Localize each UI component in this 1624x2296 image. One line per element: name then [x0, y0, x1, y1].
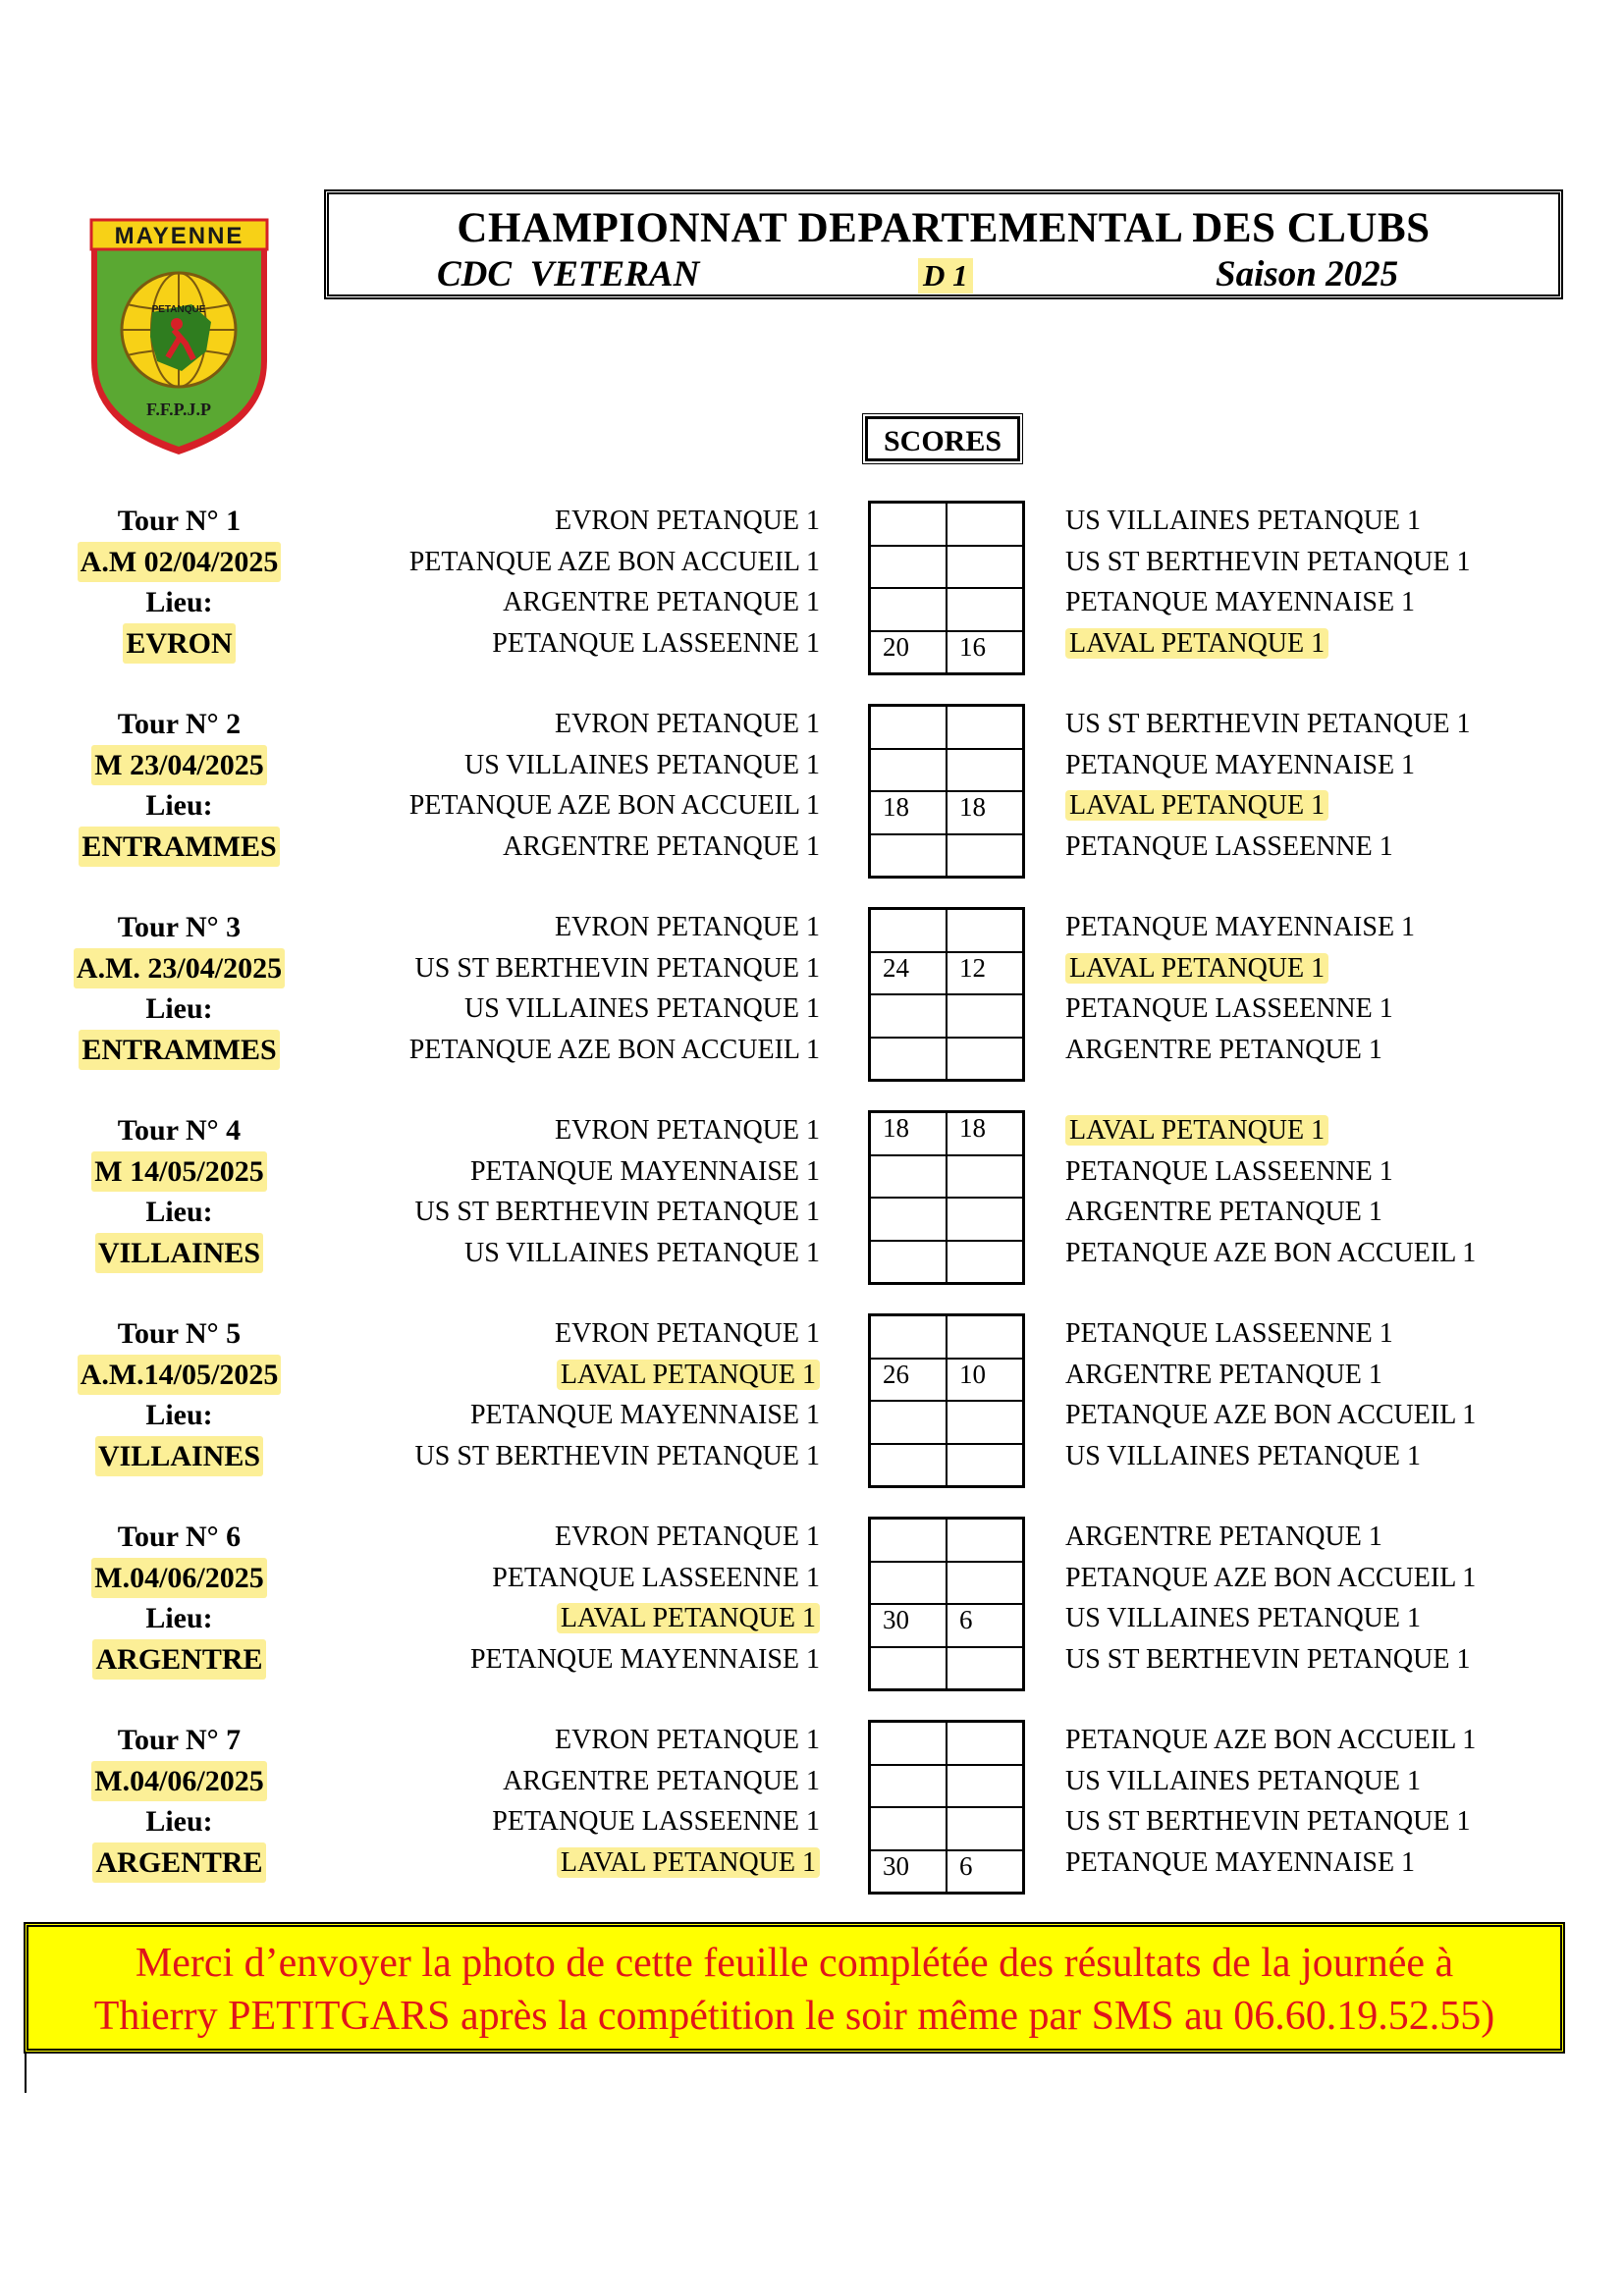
venue-name: ENTRAMMES: [79, 1030, 279, 1071]
away-score-cell[interactable]: [946, 1605, 1022, 1646]
venue-name: VILLAINES: [95, 1436, 263, 1477]
home-team-name: ARGENTRE PETANQUE 1: [503, 830, 820, 862]
score-row: [871, 1520, 1022, 1561]
away-team-name: PETANQUE MAYENNAISE 1: [1065, 912, 1416, 942]
away-score-cell[interactable]: [946, 1360, 1022, 1401]
round-date: M.04/06/2025: [91, 1558, 267, 1599]
score-row: [871, 790, 1022, 833]
away-teams: [1065, 907, 1615, 1070]
score-row: [871, 1806, 1022, 1849]
home-score-cell[interactable]: [871, 1605, 946, 1646]
score-value: 30: [883, 1605, 909, 1634]
score-row: [871, 1113, 1022, 1154]
home-team-name: US VILLAINES PETANQUE 1: [463, 993, 820, 1024]
score-value: 6: [959, 1605, 973, 1634]
away-team-name: PETANQUE LASSEENNE 1: [1065, 1155, 1393, 1187]
score-row: [871, 1849, 1022, 1893]
home-team-name: LAVAL PETANQUE 1: [557, 1603, 820, 1633]
home-teams: [324, 1313, 820, 1476]
score-row: [871, 1154, 1022, 1198]
score-row: [871, 833, 1022, 877]
score-grid: [868, 1313, 1025, 1488]
away-team-name: PETANQUE LASSEENNE 1: [1065, 830, 1393, 862]
away-team-name: US ST BERTHEVIN PETANQUE 1: [1065, 1806, 1471, 1837]
round-date: M 23/04/2025: [91, 745, 267, 786]
away-score-cell[interactable]: [946, 1445, 1022, 1486]
away-team-name: ARGENTRE PETANQUE 1: [1065, 1034, 1382, 1065]
score-grid: [868, 907, 1025, 1082]
logo-top-text: MAYENNE: [114, 223, 244, 249]
away-team-name: US VILLAINES PETANQUE 1: [1065, 506, 1422, 536]
away-score-cell[interactable]: [946, 504, 1022, 545]
home-team-name: PETANQUE AZE BON ACCUEIL 1: [408, 1034, 820, 1065]
home-score-cell[interactable]: [871, 792, 946, 833]
away-teams: [1065, 501, 1615, 664]
home-score-cell[interactable]: [871, 1648, 946, 1689]
score-row: [871, 1197, 1022, 1240]
page-title: CHAMPIONNAT DEPARTEMENTAL DES CLUBS: [457, 205, 1431, 251]
mayenne-ffpjp-logo: [83, 214, 275, 459]
round-date: M.04/06/2025: [91, 1761, 267, 1802]
home-team-name: ARGENTRE PETANQUE 1: [503, 587, 820, 617]
away-team-name: PETANQUE LASSEENNE 1: [1065, 993, 1393, 1024]
division-label: D 1: [918, 258, 973, 294]
away-score-cell[interactable]: [946, 1242, 1022, 1283]
away-team-name: US ST BERTHEVIN PETANQUE 1: [1065, 709, 1471, 739]
away-score-cell[interactable]: [946, 632, 1022, 673]
logo-bottom-text: F.F.P.J.P: [145, 400, 212, 419]
round-number: Tour N° 5: [117, 1317, 242, 1350]
score-row: [871, 545, 1022, 588]
score-row: [871, 910, 1022, 951]
score-value: 12: [959, 952, 986, 983]
away-score-cell[interactable]: [946, 1648, 1022, 1689]
away-teams: [1065, 1720, 1615, 1883]
home-teams: [324, 907, 820, 1070]
away-score-cell[interactable]: [946, 707, 1022, 748]
home-score-cell[interactable]: [871, 1199, 946, 1240]
notice-line-2: Thierry PETITGARS après la compétition le soir même par SMS au 06.60.19.52.55): [93, 1994, 1495, 2039]
score-grid: [868, 1517, 1025, 1691]
home-score-cell[interactable]: [871, 547, 946, 588]
home-team-name: PETANQUE AZE BON ACCUEIL 1: [408, 546, 820, 577]
round-2: [0, 704, 1624, 871]
home-score-cell[interactable]: [871, 835, 946, 877]
home-team-name: EVRON PETANQUE 1: [555, 709, 820, 739]
home-teams: [324, 501, 820, 664]
score-row: [871, 707, 1022, 748]
away-team-name: US ST BERTHEVIN PETANQUE 1: [1065, 1643, 1471, 1675]
home-score-cell[interactable]: [871, 1402, 946, 1443]
home-score-cell[interactable]: [871, 1723, 946, 1764]
home-score-cell[interactable]: [871, 589, 946, 630]
away-teams: [1065, 1110, 1615, 1273]
home-team-name: US VILLAINES PETANQUE 1: [463, 1237, 820, 1268]
away-score-cell[interactable]: [946, 750, 1022, 791]
score-row: [871, 1603, 1022, 1646]
score-row: [871, 1400, 1022, 1443]
venue-label: Lieu:: [145, 586, 213, 618]
round-date: A.M. 23/04/2025: [74, 948, 285, 989]
round-info: [59, 704, 299, 867]
away-score-cell[interactable]: [946, 1199, 1022, 1240]
venue-label: Lieu:: [145, 1602, 213, 1634]
away-score-cell[interactable]: [946, 1723, 1022, 1764]
score-row: [871, 1723, 1022, 1764]
away-score-cell[interactable]: [946, 1156, 1022, 1198]
instructions-notice: [24, 1922, 1565, 2054]
home-teams: [324, 1517, 820, 1680]
score-value: 30: [883, 1850, 909, 1881]
home-team-name: PETANQUE LASSEENNE 1: [492, 1806, 820, 1837]
home-teams: [324, 1110, 820, 1273]
round-number: Tour N° 2: [117, 708, 242, 740]
home-team-name: LAVAL PETANQUE 1: [557, 1360, 820, 1390]
home-team-name: EVRON PETANQUE 1: [555, 1115, 820, 1146]
home-team-name: US VILLAINES PETANQUE 1: [463, 749, 820, 780]
score-value: 20: [883, 631, 909, 662]
home-score-cell[interactable]: [871, 953, 946, 994]
score-grid: [868, 1720, 1025, 1895]
away-score-cell[interactable]: [946, 1039, 1022, 1080]
away-score-cell[interactable]: [946, 547, 1022, 588]
away-teams: [1065, 1517, 1615, 1680]
away-team-name: ARGENTRE PETANQUE 1: [1065, 1359, 1382, 1390]
score-value: 18: [883, 1113, 909, 1143]
score-value: 16: [959, 631, 986, 662]
home-score-cell[interactable]: [871, 995, 946, 1037]
score-value: 26: [883, 1359, 909, 1389]
score-grid: [868, 501, 1025, 675]
home-score-cell[interactable]: [871, 1520, 946, 1561]
score-value: 6: [959, 1850, 973, 1881]
away-team-name: PETANQUE MAYENNAISE 1: [1065, 749, 1416, 780]
away-team-name: PETANQUE LASSEENNE 1: [1065, 1318, 1393, 1349]
round-date: A.M.14/05/2025: [78, 1355, 282, 1396]
score-row: [871, 951, 1022, 994]
venue-label: Lieu:: [145, 1196, 213, 1228]
home-team-name: EVRON PETANQUE 1: [555, 1725, 820, 1755]
score-row: [871, 993, 1022, 1037]
score-row: [871, 1764, 1022, 1807]
away-team-name: ARGENTRE PETANQUE 1: [1065, 1522, 1382, 1552]
away-team-name: PETANQUE AZE BON ACCUEIL 1: [1065, 1237, 1477, 1268]
round-info: [59, 907, 299, 1070]
away-team-name: LAVAL PETANQUE 1: [1065, 1115, 1328, 1146]
away-teams: [1065, 1313, 1615, 1476]
away-team-name: US VILLAINES PETANQUE 1: [1065, 1765, 1422, 1796]
venue-label: Lieu:: [145, 789, 213, 822]
round-3: [0, 907, 1624, 1074]
away-team-name: US VILLAINES PETANQUE 1: [1065, 1440, 1422, 1471]
away-score-cell[interactable]: [946, 1851, 1022, 1893]
score-grid: [868, 1110, 1025, 1285]
home-teams: [324, 1720, 820, 1883]
away-team-name: PETANQUE MAYENNAISE 1: [1065, 587, 1416, 617]
away-team-name: LAVAL PETANQUE 1: [1065, 628, 1328, 659]
score-row: [871, 748, 1022, 791]
home-score-cell[interactable]: [871, 1360, 946, 1401]
away-score-cell[interactable]: [946, 792, 1022, 833]
home-team-name: PETANQUE LASSEENNE 1: [492, 1562, 820, 1593]
venue-name: ARGENTRE: [92, 1639, 265, 1681]
home-team-name: PETANQUE MAYENNAISE 1: [469, 1400, 820, 1430]
score-value: 18: [959, 1113, 986, 1143]
round-info: [59, 1313, 299, 1476]
away-teams: [1065, 704, 1615, 867]
venue-name: VILLAINES: [95, 1233, 263, 1274]
venue-label: Lieu:: [145, 1805, 213, 1838]
notice-line-1: Merci d’envoyer la photo de cette feuille complétée des résultats de la journée à: [135, 1941, 1454, 1986]
season-label: Saison 2025: [1216, 254, 1399, 294]
score-row: [871, 1037, 1022, 1080]
score-row: [871, 504, 1022, 545]
away-team-name: PETANQUE AZE BON ACCUEIL 1: [1065, 1400, 1477, 1430]
home-team-name: PETANQUE AZE BON ACCUEIL 1: [408, 790, 820, 821]
away-score-cell[interactable]: [946, 1316, 1022, 1358]
score-row: [871, 1646, 1022, 1689]
away-score-cell[interactable]: [946, 995, 1022, 1037]
away-team-name: US VILLAINES PETANQUE 1: [1065, 1603, 1422, 1633]
home-team-name: PETANQUE MAYENNAISE 1: [469, 1643, 820, 1675]
round-1: [0, 501, 1624, 667]
venue-name: ENTRAMMES: [79, 827, 279, 868]
home-score-cell[interactable]: [871, 1156, 946, 1198]
score-row: [871, 630, 1022, 673]
home-score-cell[interactable]: [871, 707, 946, 748]
score-row: [871, 1561, 1022, 1604]
home-score-cell[interactable]: [871, 1039, 946, 1080]
round-number: Tour N° 6: [117, 1521, 242, 1553]
scores-label: SCORES: [865, 416, 1020, 461]
home-score-cell[interactable]: [871, 750, 946, 791]
venue-name: ARGENTRE: [92, 1842, 265, 1884]
round-info: [59, 1517, 299, 1680]
away-score-cell[interactable]: [946, 1402, 1022, 1443]
home-team-name: PETANQUE LASSEENNE 1: [492, 627, 820, 659]
round-6: [0, 1517, 1624, 1683]
home-score-cell[interactable]: [871, 1113, 946, 1154]
home-team-name: LAVAL PETANQUE 1: [557, 1847, 820, 1878]
round-date: M 14/05/2025: [91, 1151, 267, 1193]
away-team-name: PETANQUE AZE BON ACCUEIL 1: [1065, 1562, 1477, 1593]
round-5: [0, 1313, 1624, 1480]
away-score-cell[interactable]: [946, 589, 1022, 630]
away-score-cell[interactable]: [946, 953, 1022, 994]
home-score-cell[interactable]: [871, 1563, 946, 1604]
venue-name: EVRON: [123, 623, 235, 665]
home-team-name: EVRON PETANQUE 1: [555, 1522, 820, 1552]
round-info: [59, 501, 299, 664]
home-team-name: US ST BERTHEVIN PETANQUE 1: [414, 1197, 820, 1227]
away-team-name: US ST BERTHEVIN PETANQUE 1: [1065, 546, 1471, 577]
home-score-cell[interactable]: [871, 1242, 946, 1283]
score-row: [871, 1443, 1022, 1486]
away-team-name: PETANQUE AZE BON ACCUEIL 1: [1065, 1725, 1477, 1755]
score-value: 24: [883, 952, 909, 983]
away-team-name: PETANQUE MAYENNAISE 1: [1065, 1846, 1416, 1878]
logo-globe-text: PETANQUE: [151, 304, 206, 315]
away-score-cell[interactable]: [946, 1520, 1022, 1561]
round-number: Tour N° 1: [117, 505, 242, 537]
score-row: [871, 1240, 1022, 1283]
venue-label: Lieu:: [145, 992, 213, 1025]
home-score-cell[interactable]: [871, 1851, 946, 1893]
home-score-cell[interactable]: [871, 1766, 946, 1807]
score-row: [871, 587, 1022, 630]
away-score-cell[interactable]: [946, 1113, 1022, 1154]
home-team-name: EVRON PETANQUE 1: [555, 912, 820, 942]
away-team-name: LAVAL PETANQUE 1: [1065, 790, 1328, 821]
home-score-cell[interactable]: [871, 1316, 946, 1358]
score-value: 10: [959, 1359, 986, 1389]
away-score-cell[interactable]: [946, 1563, 1022, 1604]
round-number: Tour N° 3: [117, 911, 242, 943]
away-score-cell[interactable]: [946, 910, 1022, 951]
home-score-cell[interactable]: [871, 504, 946, 545]
away-team-name: LAVAL PETANQUE 1: [1065, 953, 1328, 984]
home-team-name: EVRON PETANQUE 1: [555, 1318, 820, 1349]
home-team-name: US ST BERTHEVIN PETANQUE 1: [414, 1440, 820, 1471]
score-row: [871, 1358, 1022, 1401]
away-score-cell[interactable]: [946, 1808, 1022, 1849]
venue-label: Lieu:: [145, 1399, 213, 1431]
home-team-name: US ST BERTHEVIN PETANQUE 1: [414, 952, 820, 984]
margin-mark: [25, 2054, 27, 2093]
round-number: Tour N° 4: [117, 1114, 242, 1147]
round-date: A.M 02/04/2025: [78, 542, 282, 583]
home-team-name: EVRON PETANQUE 1: [555, 506, 820, 536]
score-row: [871, 1316, 1022, 1358]
round-7: [0, 1720, 1624, 1887]
home-team-name: PETANQUE MAYENNAISE 1: [469, 1155, 820, 1187]
round-number: Tour N° 7: [117, 1724, 242, 1756]
home-team-name: ARGENTRE PETANQUE 1: [503, 1765, 820, 1796]
round-info: [59, 1720, 299, 1883]
home-teams: [324, 704, 820, 867]
home-score-cell[interactable]: [871, 632, 946, 673]
score-value: 18: [883, 792, 909, 822]
away-score-cell[interactable]: [946, 835, 1022, 877]
away-team-name: ARGENTRE PETANQUE 1: [1065, 1197, 1382, 1227]
home-score-cell[interactable]: [871, 910, 946, 951]
home-score-cell[interactable]: [871, 1808, 946, 1849]
away-score-cell[interactable]: [946, 1766, 1022, 1807]
round-4: [0, 1110, 1624, 1277]
round-info: [59, 1110, 299, 1273]
home-score-cell[interactable]: [871, 1445, 946, 1486]
header-box: [324, 189, 1563, 299]
category-label: CDC VETERAN: [437, 254, 700, 294]
score-grid: [868, 704, 1025, 879]
score-value: 18: [959, 792, 986, 822]
